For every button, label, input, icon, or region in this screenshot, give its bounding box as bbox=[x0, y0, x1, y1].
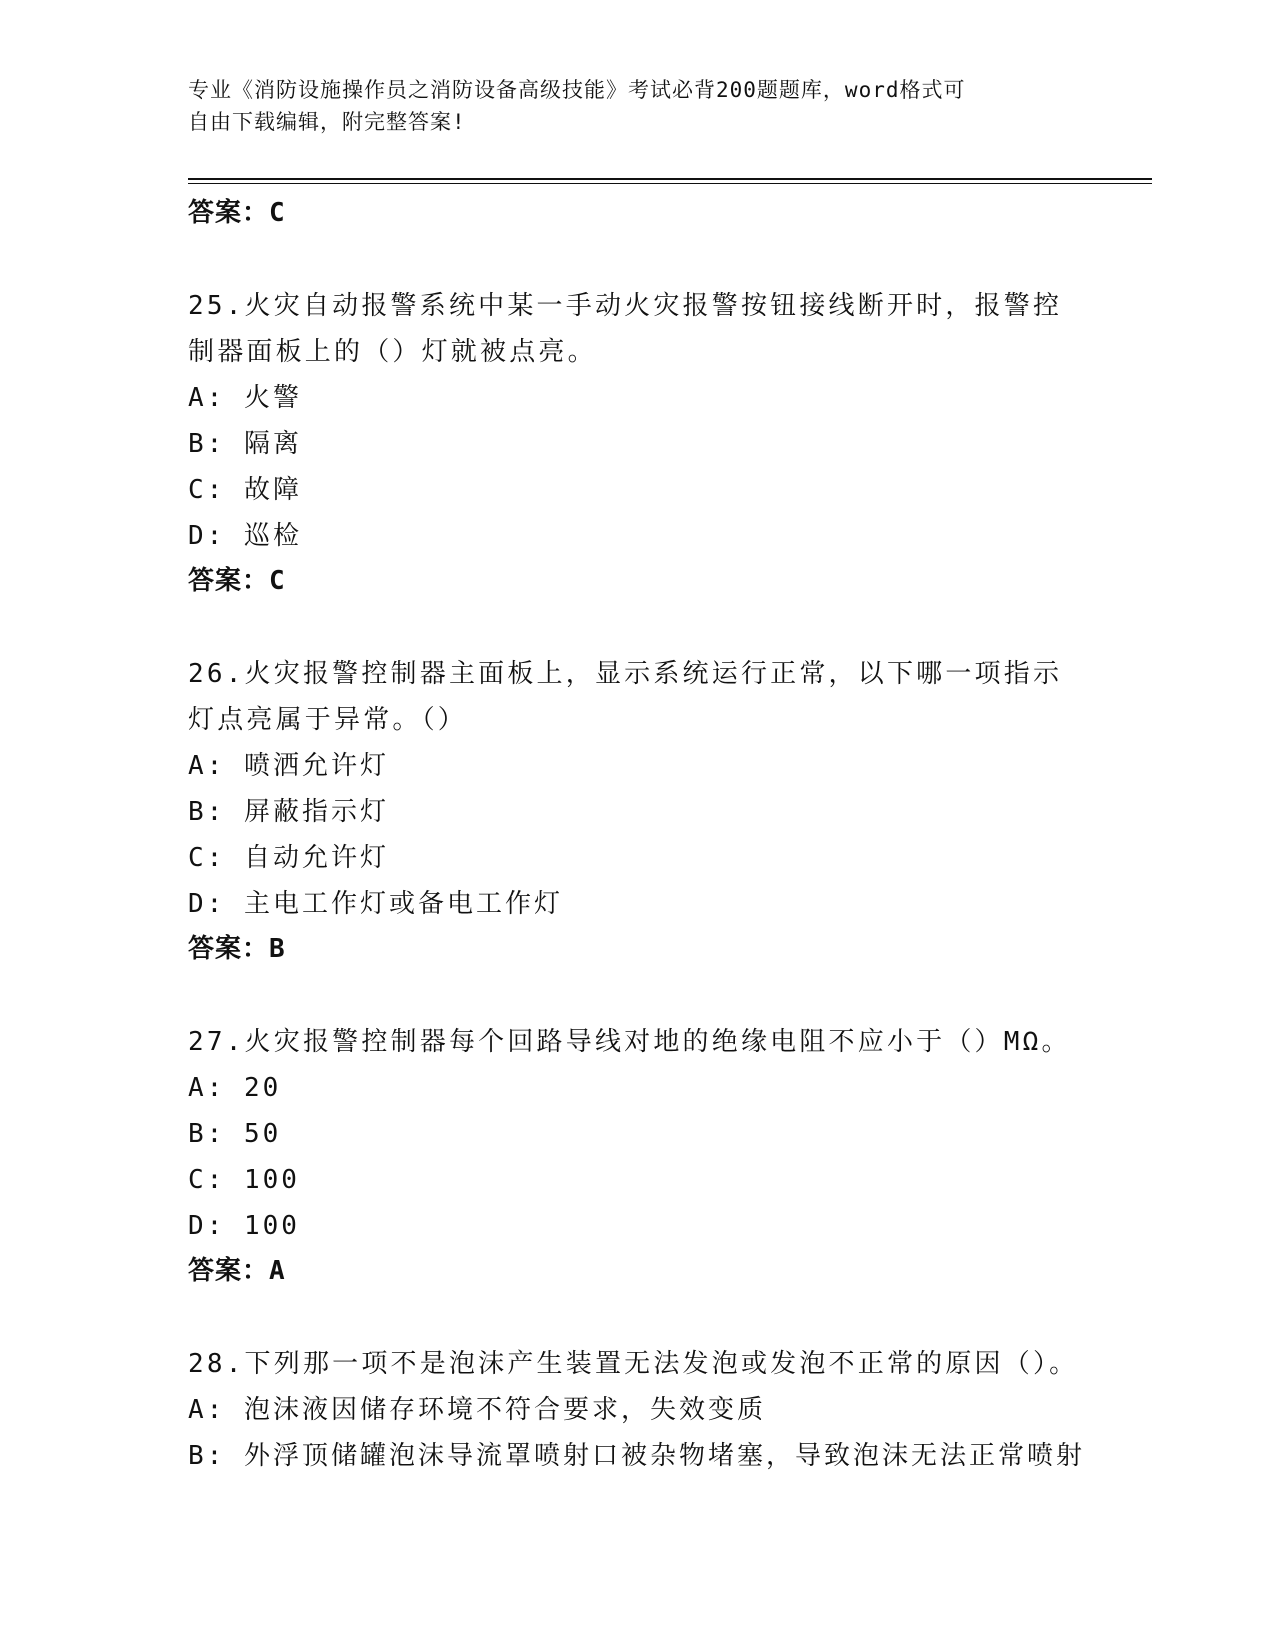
header-line-2: 自由下载编辑，附完整答案! bbox=[188, 110, 466, 134]
option-d: D: 巡检 bbox=[188, 521, 302, 551]
option-b: B: 外浮顶储罐泡沫导流罩喷射口被杂物堵塞，导致泡沫无法正常喷射 bbox=[188, 1441, 1085, 1471]
question-text: 27.火灾报警控制器每个回路导线对地的绝缘电阻不应小于（）MΩ。 bbox=[188, 1027, 1071, 1057]
header-line-1: 专业《消防设施操作员之消防设备高级技能》考试必背200题题库，word格式可 bbox=[188, 78, 966, 102]
option-d: D: 100 bbox=[188, 1211, 300, 1241]
option-c: C: 100 bbox=[188, 1165, 300, 1195]
answer: 答案：C bbox=[188, 566, 286, 596]
answer: 答案：B bbox=[188, 934, 286, 964]
question-26 bbox=[188, 651, 1088, 971]
option-b: B: 屏蔽指示灯 bbox=[188, 797, 389, 827]
question-text: 26.火灾报警控制器主面板上，显示系统运行正常，以下哪一项指示灯点亮属于异常。（） bbox=[188, 659, 1063, 735]
question-text: 28.下列那一项不是泡沫产生装置无法发泡或发泡不正常的原因（）。 bbox=[188, 1349, 1079, 1379]
header-divider-thin bbox=[188, 183, 1152, 184]
option-c: C: 自动允许灯 bbox=[188, 843, 389, 873]
option-a: A: 火警 bbox=[188, 383, 302, 413]
option-b: B: 50 bbox=[188, 1119, 282, 1149]
option-d: D: 主电工作灯或备电工作灯 bbox=[188, 889, 563, 919]
option-c: C: 故障 bbox=[188, 475, 302, 505]
question-25 bbox=[188, 283, 1088, 603]
previous-answer: 答案：C bbox=[188, 198, 286, 228]
answer: 答案：A bbox=[188, 1256, 286, 1286]
question-27 bbox=[188, 1019, 1088, 1293]
option-a: A: 20 bbox=[188, 1073, 282, 1103]
question-list bbox=[188, 191, 1088, 1479]
question-28 bbox=[188, 1341, 1088, 1479]
header-divider-thick bbox=[188, 178, 1152, 180]
option-a: A: 泡沫液因储存环境不符合要求，失效变质 bbox=[188, 1395, 766, 1425]
question-text: 25.火灾自动报警系统中某一手动火灾报警按钮接线断开时，报警控制器面板上的（）灯就被点亮。 bbox=[188, 291, 1063, 367]
option-b: B: 隔离 bbox=[188, 429, 302, 459]
option-a: A: 喷洒允许灯 bbox=[188, 751, 389, 781]
document-header bbox=[188, 74, 1088, 138]
